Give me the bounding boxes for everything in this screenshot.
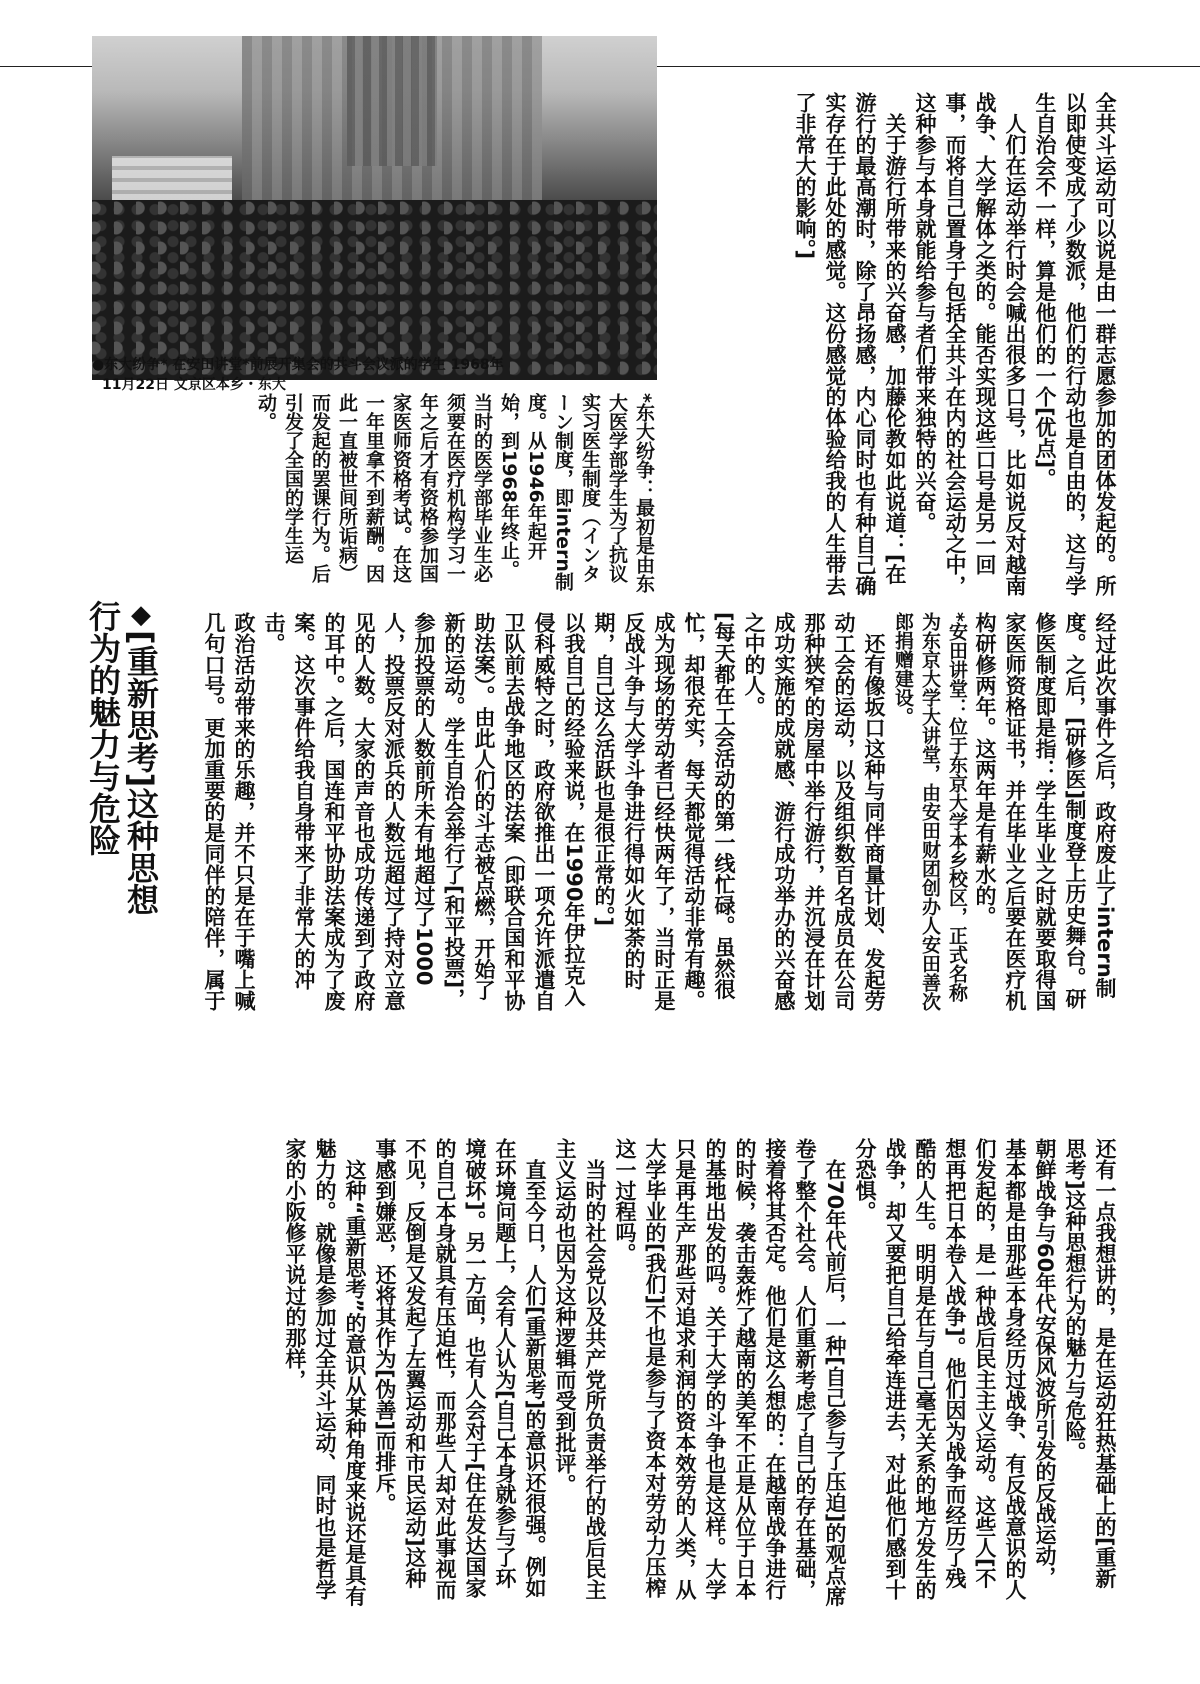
heading-line-2: 行为的魅力与危险 bbox=[84, 600, 122, 856]
todai-dispute-note bbox=[92, 393, 657, 593]
section1-paragraph-3: 关于游行所带来的兴奋感，加藤伦教如此说道：[在游行的最高潮时，除了昂扬感，内心同时也有种自己确实存在于此处的感觉。这份感觉的体验给我的人生带去了非常大的影响。] bbox=[793, 92, 907, 596]
section1-paragraph-2: 人们在运动举行时会喊出很多口号，比如说反对越南战争、大学解体之类的。能否实现这些口号是另一回事，而将自己置身于包括全共斗在内的社会运动之中，这种参与本身就能给参与者们带来独特的兴奋。 bbox=[913, 92, 1027, 596]
section2-column bbox=[200, 612, 1120, 1017]
section2-paragraph-5: 政治活动带来的乐趣，并不只是在于嘴上喊几句口号。更加重要的是同伴的陪伴，属于 bbox=[202, 612, 256, 1011]
yasuda-note: *安田讲堂：位于东京大学本乡校区，正式名称为东京大学大讲堂，由安田财团创办人安田善次郎捐赠建设。 bbox=[892, 612, 968, 1011]
heading-diamond-icon: ◆ bbox=[126, 600, 156, 630]
photo-crowd bbox=[92, 200, 657, 380]
section-heading bbox=[80, 600, 160, 1080]
section1-paragraph-1: 全共斗运动可以说是由一群志愿参加的团体发起的。所以即使变成了少数派，他们的行动也是自由的，这与学生自治会不一样，算是他们的一个[优点]。 bbox=[1033, 92, 1117, 596]
section2-paragraph-4: 以我自己的经验来说，在1990年伊拉克入侵科威特之时，政府欲推出一项允许派遣自卫队前去战争地区的法案（即联合国和平协助法案）。由此人们的斗志被点燃，开始了新的运动。学生自治会举行了[和平投票]，参加投票的人数前所未有地超过了1000人，投票反对派兵的人数远超过了持对立意见的人数。大家的声音也成功传递到了政府的耳中。之后，国连和平协助法案成为了废案。这次事件给我自身带来了非常大的冲击。 bbox=[262, 612, 586, 1011]
todai-note-text: *东大纷争：最初是由东大医学部学生为了抗议实习医生制度（インターン制度，即intern制度。从1946年起开始，到1968年终止。当时的医学部毕业生必须要在医疗机构学习一年之后才有资格参加国家医师资格考试。在这一年里拿不到薪酬。因此一直被世间所诟病）而发起的罢课行为。后引发了全国的学生运动。 bbox=[255, 393, 655, 593]
caption-line-1: ●东大纷争* 在安田讲堂*前展开集会的共斗会议派的学生 1968年 bbox=[92, 357, 504, 373]
section1-column bbox=[668, 92, 1120, 597]
section3-paragraph-5: 直至今日，人们[重新思考]的意识还很强。例如在环境问题上，会有人认为[自己本身就参与了环境破坏]。另一方面，也有人会对于[住在发达国家的自己本身就具有压迫性，而那些人却对此事视而不见，反倒是又发起了左翼运动和市民运动]这种事感到嫌恶，还将其作为[伪善]而排斥。 bbox=[373, 1138, 547, 1600]
section3-paragraph-4: 当时的社会党以及共产党所负责举行的战后民主主义运动也因为这种逻辑而受到批评。 bbox=[553, 1138, 607, 1600]
protest-photo bbox=[92, 36, 657, 380]
caption-line-2: 11月22日 文京区本乡・东大 bbox=[102, 377, 286, 393]
section3-column bbox=[80, 1138, 1120, 1608]
section3-paragraph-1: 还有一点我想讲的，是在运动狂热基础上的[重新思考]这种思想行为的魅力与危险。 bbox=[1063, 1138, 1117, 1589]
section3-paragraph-3: 在70年代前后，一种[自己参与了压迫]的观点席卷了整个社会。人们重新考虑了自己的存在基础，接着将其否定。他们是这么想的：在越南战争进行的时候，袭击轰炸了越南的美军不正是从位于日本的基地出发的吗。关于大学的斗争也是这样。大学只是再生产那些对追求利润的资本效劳的人类，从大学毕业的[我们]不也是参与了资本对劳动力压榨这一过程吗。 bbox=[613, 1138, 847, 1607]
photo-caption bbox=[92, 355, 657, 395]
heading-line-1: [重新思考]这种思想 bbox=[122, 630, 160, 916]
photo-tower bbox=[347, 36, 437, 166]
section2-paragraph-2: 还有像坂口这种与同伴商量计划、发起劳动工会的运动，以及组织数百名成员在公司那种狭窄的房屋中举行游行，并沉浸在计划成功实施的成就感、游行成功举办的兴奋感之中的人。 bbox=[742, 612, 886, 1011]
section2-paragraph-3: [每天都在工会活动的第一线忙碌。虽然很忙，却很充实，每天都觉得活动非常有趣。成为现场的劳动者已经快两年了，当时正是反战斗争与大学斗争进行得如火如荼的时期，自己这么活跃也是很正常的。] bbox=[592, 612, 736, 1011]
section3-paragraph-6: 这种“重新思考”的意识从某种角度来说还是具有魅力的。就像是参加过全共斗运动、同时也是哲学家的小阪修平说过的那样， bbox=[283, 1138, 367, 1607]
section2-paragraph-1: 经过此次事件之后，政府废止了intern制度。之后，[研修医]制度登上历史舞台。研修医制度即是指：学生毕业之时就要取得国家医师资格证书，并在毕业之后要在医疗机构研修两年。这两年是有薪水的。 bbox=[973, 612, 1117, 1011]
section3-paragraph-2: 朝鲜战争与60年代安保风波所引发的反战运动，基本都是由那些本身经历过战争、有反战意识的人们发起的，是一种战后民主主义运动。这些人[不想再把日本卷入战争]。他们因为战争而经历了残酷的人生。明明是在与自己毫无关系的地方发生的战争，却又要把自己给牵连进去，对此他们感到十分恐惧。 bbox=[853, 1138, 1057, 1600]
